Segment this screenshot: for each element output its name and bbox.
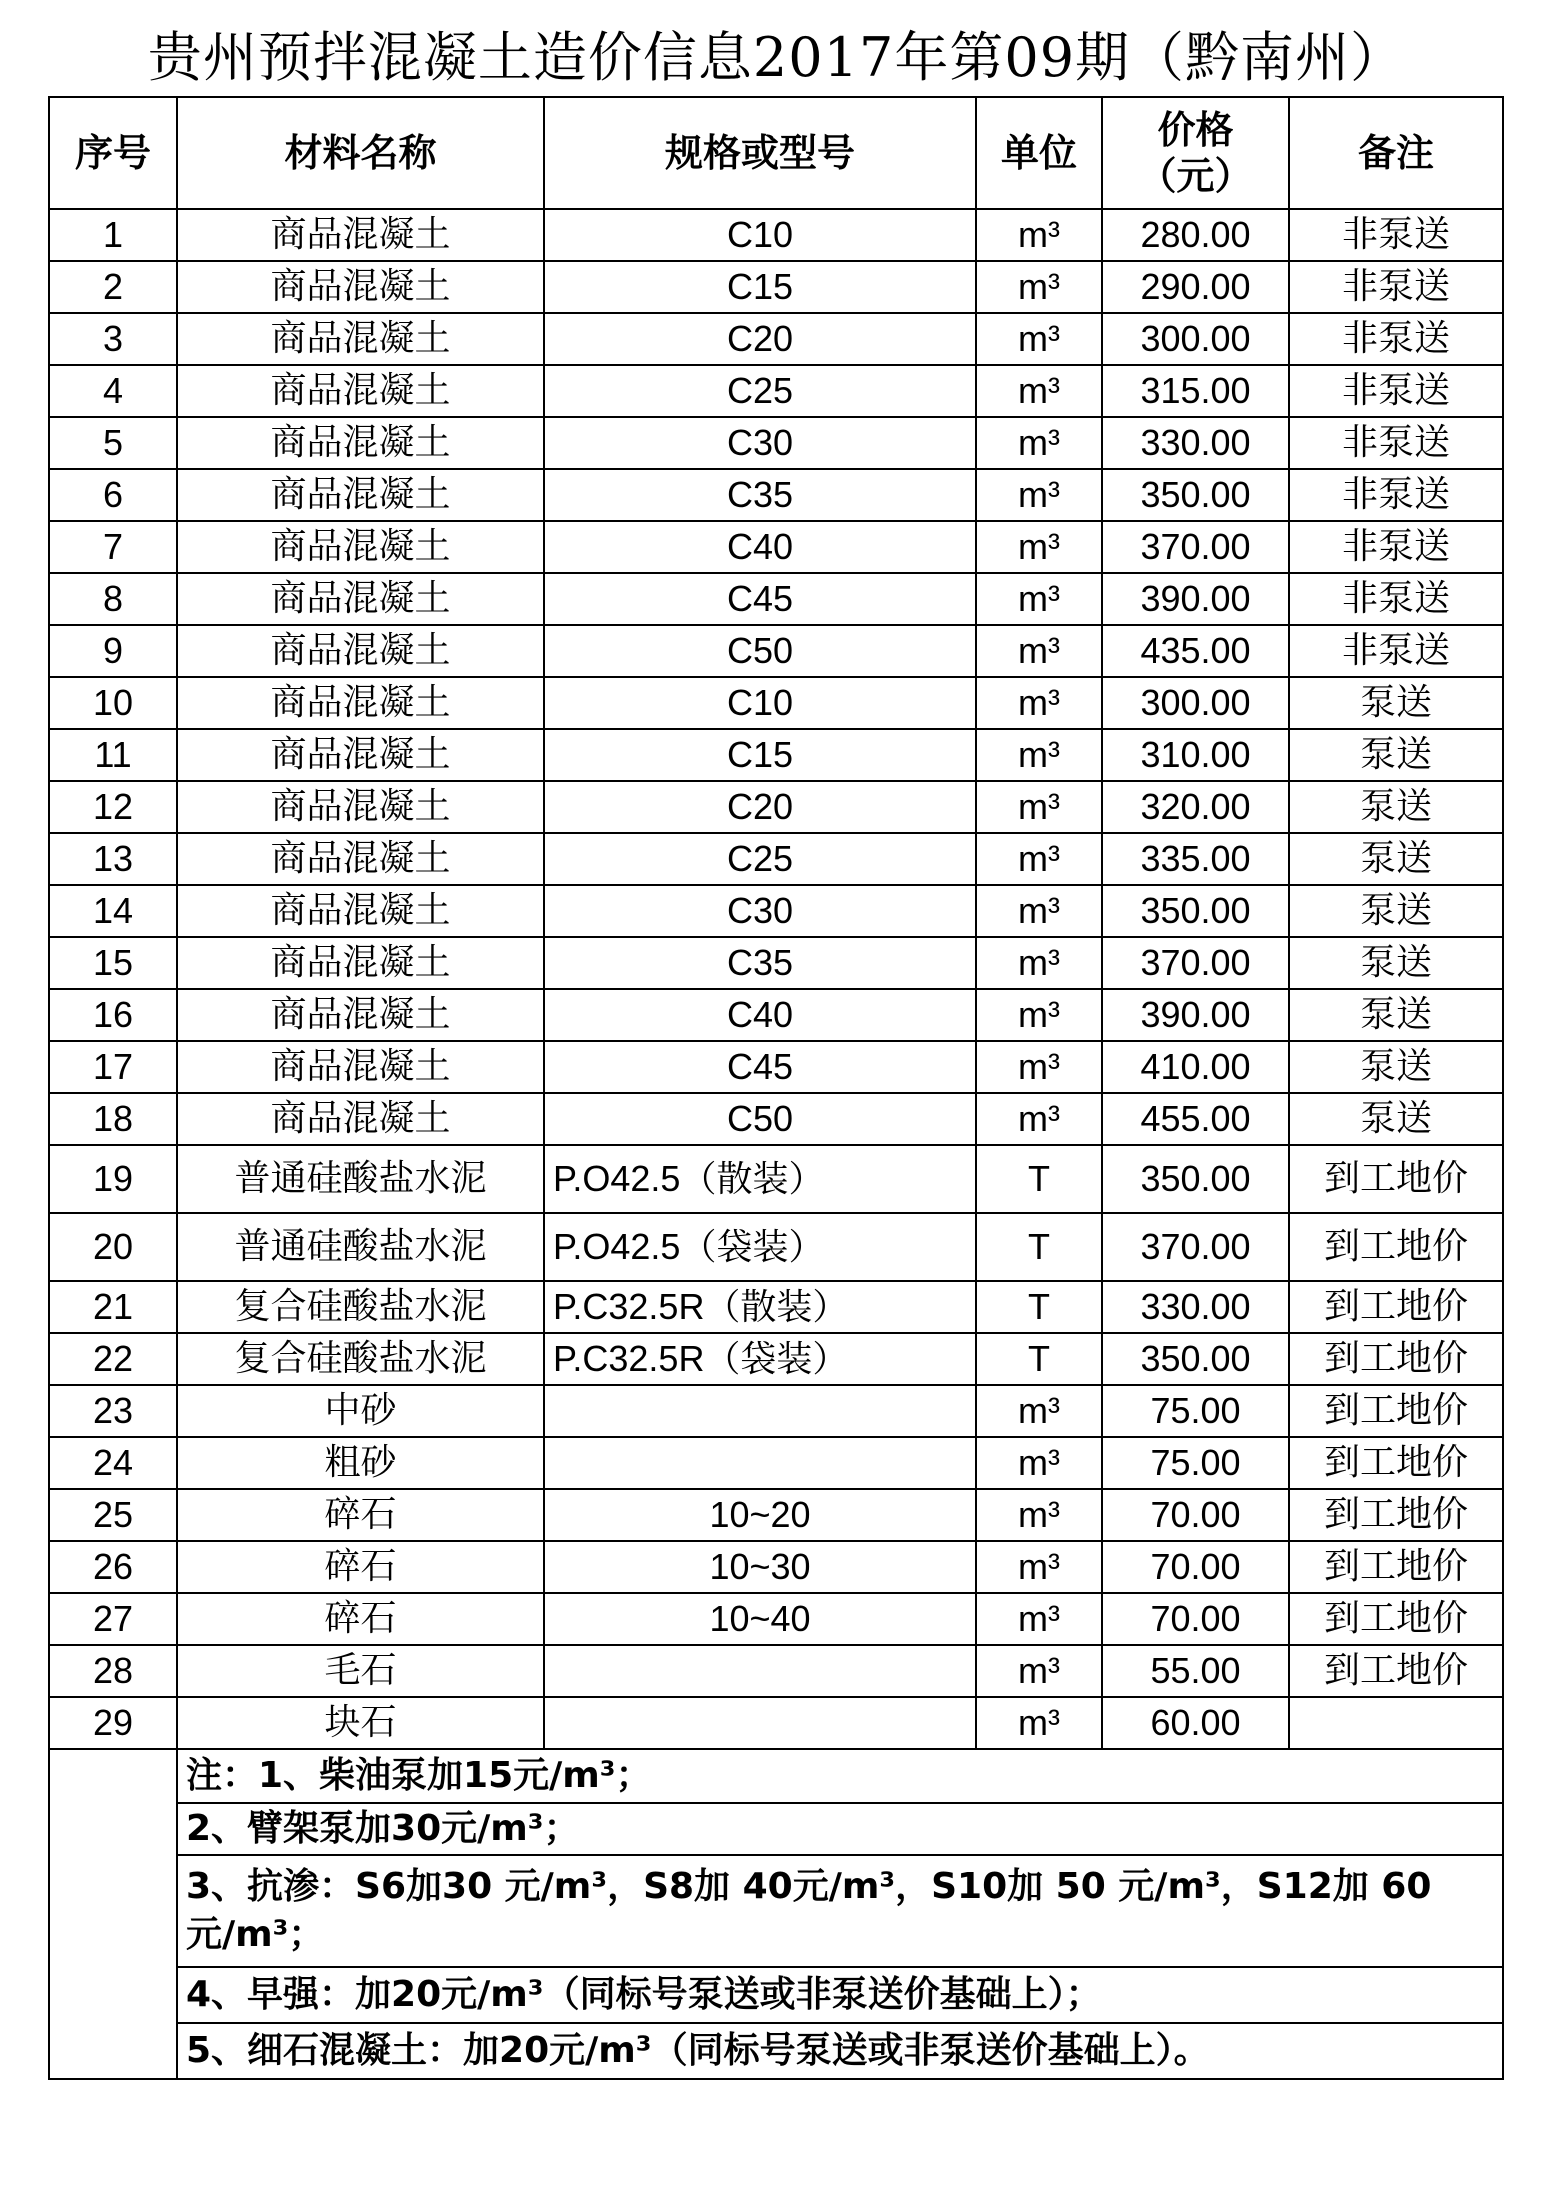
cell-spec: C40: [544, 989, 976, 1041]
cell-material-name: 商品混凝土: [177, 417, 544, 469]
table-row: [49, 677, 1503, 729]
cell-unit: m³: [976, 1645, 1102, 1697]
cell-unit: m³: [976, 833, 1102, 885]
cell-remark: 非泵送: [1289, 469, 1503, 521]
table-row: [49, 417, 1503, 469]
cell-material-name: 商品混凝土: [177, 1041, 544, 1093]
cell-index: 26: [49, 1541, 177, 1593]
table-row: [49, 521, 1503, 573]
cell-spec: P.O42.5（袋装）: [544, 1213, 976, 1281]
cell-remark: 泵送: [1289, 781, 1503, 833]
cell-spec: P.C32.5R（袋装）: [544, 1333, 976, 1385]
cell-material-name: 复合硅酸盐水泥: [177, 1281, 544, 1333]
cell-spec: C50: [544, 625, 976, 677]
cell-index: 3: [49, 313, 177, 365]
cell-index: 8: [49, 573, 177, 625]
cell-material-name: 商品混凝土: [177, 729, 544, 781]
document-title: 贵州预拌混凝土造价信息2017年第09期（黔南州）: [147, 26, 1406, 89]
cell-remark: 非泵送: [1289, 417, 1503, 469]
cell-remark: [1289, 1697, 1503, 1749]
cell-index: 9: [49, 625, 177, 677]
cell-spec: C20: [544, 781, 976, 833]
table-row: [49, 1281, 1503, 1333]
header-name: 材料名称: [177, 97, 544, 209]
cell-index: 23: [49, 1385, 177, 1437]
cell-index: 12: [49, 781, 177, 833]
cell-remark: 到工地价: [1289, 1385, 1503, 1437]
cell-price: 70.00: [1102, 1593, 1289, 1645]
cell-remark: 到工地价: [1289, 1541, 1503, 1593]
cell-remark: 泵送: [1289, 989, 1503, 1041]
cell-remark: 非泵送: [1289, 313, 1503, 365]
table-row: [49, 1333, 1503, 1385]
cell-index: 5: [49, 417, 177, 469]
cell-price: 290.00: [1102, 261, 1289, 313]
cell-spec: [544, 1437, 976, 1489]
cell-spec: C20: [544, 313, 976, 365]
cell-remark: 非泵送: [1289, 365, 1503, 417]
cell-price: 60.00: [1102, 1697, 1289, 1749]
cell-spec: P.C32.5R（散装）: [544, 1281, 976, 1333]
table-row: [49, 1093, 1503, 1145]
cell-index: 18: [49, 1093, 177, 1145]
cell-material-name: 普通硅酸盐水泥: [177, 1213, 544, 1281]
cell-price: 350.00: [1102, 1333, 1289, 1385]
cell-unit: m³: [976, 885, 1102, 937]
table-row: [49, 1645, 1503, 1697]
cell-price: 310.00: [1102, 729, 1289, 781]
cell-price: 350.00: [1102, 469, 1289, 521]
cell-material-name: 普通硅酸盐水泥: [177, 1145, 544, 1213]
table-header-row: [49, 97, 1503, 209]
cell-spec: C10: [544, 209, 976, 261]
notes-blank-cell: [49, 1749, 177, 2079]
cell-material-name: 碎石: [177, 1541, 544, 1593]
cell-unit: m³: [976, 729, 1102, 781]
cell-remark: 到工地价: [1289, 1333, 1503, 1385]
cell-spec: C25: [544, 833, 976, 885]
header-price-line1: 价格: [1157, 108, 1234, 152]
cell-index: 4: [49, 365, 177, 417]
table-row: [49, 313, 1503, 365]
cell-index: 14: [49, 885, 177, 937]
cell-index: 13: [49, 833, 177, 885]
cell-remark: 到工地价: [1289, 1593, 1503, 1645]
header-spec: 规格或型号: [544, 97, 976, 209]
cell-material-name: 商品混凝土: [177, 625, 544, 677]
header-unit: 单位: [976, 97, 1102, 209]
cell-material-name: 商品混凝土: [177, 313, 544, 365]
header-price-line2: （元）: [1138, 154, 1253, 198]
table-row: [49, 1541, 1503, 1593]
note-text: 4、早强：加20元/m³（同标号泵送或非泵送价基础上）；: [177, 1967, 1503, 2023]
cell-index: 2: [49, 261, 177, 313]
table-row: [49, 1213, 1503, 1281]
header-remark: 备注: [1289, 97, 1503, 209]
cell-remark: 泵送: [1289, 833, 1503, 885]
table-row: [49, 1385, 1503, 1437]
table-row: [49, 833, 1503, 885]
cell-spec: C50: [544, 1093, 976, 1145]
cell-unit: m³: [976, 573, 1102, 625]
cell-material-name: 商品混凝土: [177, 261, 544, 313]
cell-unit: m³: [976, 1697, 1102, 1749]
table-row: [49, 209, 1503, 261]
cell-index: 22: [49, 1333, 177, 1385]
cell-spec: C45: [544, 573, 976, 625]
cell-spec: C45: [544, 1041, 976, 1093]
cell-material-name: 粗砂: [177, 1437, 544, 1489]
cell-price: 435.00: [1102, 625, 1289, 677]
cell-unit: m³: [976, 1093, 1102, 1145]
cell-unit: T: [976, 1333, 1102, 1385]
cell-spec: C30: [544, 885, 976, 937]
cell-unit: m³: [976, 521, 1102, 573]
cell-price: 370.00: [1102, 521, 1289, 573]
cell-material-name: 毛石: [177, 1645, 544, 1697]
cell-remark: 非泵送: [1289, 209, 1503, 261]
cell-index: 7: [49, 521, 177, 573]
cell-material-name: 商品混凝土: [177, 781, 544, 833]
cell-price: 330.00: [1102, 1281, 1289, 1333]
cell-material-name: 商品混凝土: [177, 833, 544, 885]
cell-material-name: 碎石: [177, 1489, 544, 1541]
cell-remark: 非泵送: [1289, 625, 1503, 677]
table-row: [49, 1593, 1503, 1645]
note-text: 2、臂架泵加30元/m³；: [177, 1803, 1503, 1855]
cell-spec: C25: [544, 365, 976, 417]
cell-index: 10: [49, 677, 177, 729]
cell-spec: C30: [544, 417, 976, 469]
cell-price: 370.00: [1102, 1213, 1289, 1281]
cell-spec: [544, 1385, 976, 1437]
cell-remark: 到工地价: [1289, 1145, 1503, 1213]
cell-material-name: 块石: [177, 1697, 544, 1749]
cell-index: 6: [49, 469, 177, 521]
note-text: 5、细石混凝土：加20元/m³（同标号泵送或非泵送价基础上）。: [177, 2023, 1503, 2079]
cell-index: 25: [49, 1489, 177, 1541]
cell-material-name: 商品混凝土: [177, 209, 544, 261]
cell-material-name: 商品混凝土: [177, 989, 544, 1041]
cell-unit: m³: [976, 781, 1102, 833]
cell-remark: 到工地价: [1289, 1489, 1503, 1541]
cell-spec: C40: [544, 521, 976, 573]
table-row: [49, 781, 1503, 833]
cell-price: 330.00: [1102, 417, 1289, 469]
table-row: [49, 1489, 1503, 1541]
cell-material-name: 商品混凝土: [177, 885, 544, 937]
cell-price: 280.00: [1102, 209, 1289, 261]
note-text: 3、抗渗：S6加30 元/m³，S8加 40元/m³，S10加 50 元/m³，S12加 60 元/m³；: [177, 1855, 1503, 1967]
cell-unit: T: [976, 1281, 1102, 1333]
note-text: 注：1、柴油泵加15元/m³；: [177, 1749, 1503, 1803]
cell-index: 24: [49, 1437, 177, 1489]
cell-unit: m³: [976, 989, 1102, 1041]
cell-material-name: 商品混凝土: [177, 677, 544, 729]
note-row: [49, 1967, 1503, 2023]
cell-price: 410.00: [1102, 1041, 1289, 1093]
cell-index: 16: [49, 989, 177, 1041]
cell-material-name: 复合硅酸盐水泥: [177, 1333, 544, 1385]
note-row: [49, 2023, 1503, 2079]
cell-price: 350.00: [1102, 1145, 1289, 1213]
cell-material-name: 碎石: [177, 1593, 544, 1645]
cell-price: 335.00: [1102, 833, 1289, 885]
cell-unit: m³: [976, 677, 1102, 729]
cell-remark: 泵送: [1289, 885, 1503, 937]
cell-material-name: 商品混凝土: [177, 1093, 544, 1145]
cell-remark: 非泵送: [1289, 521, 1503, 573]
cell-material-name: 商品混凝土: [177, 521, 544, 573]
table-row: [49, 1697, 1503, 1749]
cell-spec: C10: [544, 677, 976, 729]
cell-spec: 10~40: [544, 1593, 976, 1645]
header-index: 序号: [49, 97, 177, 209]
cell-unit: m³: [976, 1385, 1102, 1437]
cell-unit: m³: [976, 313, 1102, 365]
cell-index: 17: [49, 1041, 177, 1093]
header-price: [1102, 97, 1289, 209]
note-row: [49, 1855, 1503, 1967]
cell-remark: 泵送: [1289, 937, 1503, 989]
table-row: [49, 1145, 1503, 1213]
note-row: [49, 1749, 1503, 1803]
table-row: [49, 885, 1503, 937]
table-row: [49, 989, 1503, 1041]
cell-price: 315.00: [1102, 365, 1289, 417]
cell-price: 370.00: [1102, 937, 1289, 989]
cell-index: 11: [49, 729, 177, 781]
cell-material-name: 商品混凝土: [177, 469, 544, 521]
cell-unit: m³: [976, 261, 1102, 313]
cell-unit: m³: [976, 1489, 1102, 1541]
cell-remark: 泵送: [1289, 677, 1503, 729]
table-row: [49, 469, 1503, 521]
cell-remark: 泵送: [1289, 1041, 1503, 1093]
cell-index: 19: [49, 1145, 177, 1213]
cell-price: 390.00: [1102, 989, 1289, 1041]
cell-remark: 到工地价: [1289, 1213, 1503, 1281]
cell-index: 28: [49, 1645, 177, 1697]
cell-remark: 非泵送: [1289, 573, 1503, 625]
cell-spec: 10~30: [544, 1541, 976, 1593]
table-row: [49, 625, 1503, 677]
cell-spec: 10~20: [544, 1489, 976, 1541]
cell-material-name: 商品混凝土: [177, 937, 544, 989]
cell-index: 29: [49, 1697, 177, 1749]
table-row: [49, 1437, 1503, 1489]
cell-price: 455.00: [1102, 1093, 1289, 1145]
cell-spec: P.O42.5（散装）: [544, 1145, 976, 1213]
cell-price: 70.00: [1102, 1489, 1289, 1541]
cell-price: 320.00: [1102, 781, 1289, 833]
cell-spec: C35: [544, 469, 976, 521]
cell-unit: m³: [976, 1593, 1102, 1645]
cell-spec: C15: [544, 261, 976, 313]
cell-spec: C15: [544, 729, 976, 781]
cell-unit: m³: [976, 365, 1102, 417]
cell-price: 300.00: [1102, 677, 1289, 729]
table-row: [49, 1041, 1503, 1093]
cell-remark: 到工地价: [1289, 1437, 1503, 1489]
cell-unit: m³: [976, 1437, 1102, 1489]
note-row: [49, 1803, 1503, 1855]
cell-price: 350.00: [1102, 885, 1289, 937]
cell-price: 390.00: [1102, 573, 1289, 625]
cell-remark: 泵送: [1289, 1093, 1503, 1145]
cell-index: 1: [49, 209, 177, 261]
table-row: [49, 261, 1503, 313]
cell-remark: 到工地价: [1289, 1281, 1503, 1333]
cell-material-name: 中砂: [177, 1385, 544, 1437]
cell-material-name: 商品混凝土: [177, 573, 544, 625]
cell-spec: [544, 1645, 976, 1697]
cell-remark: 到工地价: [1289, 1645, 1503, 1697]
cell-unit: T: [976, 1213, 1102, 1281]
cell-index: 20: [49, 1213, 177, 1281]
cell-unit: m³: [976, 469, 1102, 521]
table-row: [49, 365, 1503, 417]
cell-index: 21: [49, 1281, 177, 1333]
cell-unit: m³: [976, 937, 1102, 989]
price-table: [48, 96, 1504, 2080]
cell-unit: m³: [976, 417, 1102, 469]
cell-price: 70.00: [1102, 1541, 1289, 1593]
cell-unit: m³: [976, 1041, 1102, 1093]
table-row: [49, 573, 1503, 625]
cell-index: 27: [49, 1593, 177, 1645]
cell-spec: C35: [544, 937, 976, 989]
cell-unit: T: [976, 1145, 1102, 1213]
cell-price: 55.00: [1102, 1645, 1289, 1697]
cell-unit: m³: [976, 209, 1102, 261]
cell-unit: m³: [976, 625, 1102, 677]
cell-spec: [544, 1697, 976, 1749]
table-row: [49, 937, 1503, 989]
cell-price: 75.00: [1102, 1385, 1289, 1437]
cell-price: 300.00: [1102, 313, 1289, 365]
cell-index: 15: [49, 937, 177, 989]
table-row: [49, 729, 1503, 781]
cell-remark: 非泵送: [1289, 261, 1503, 313]
cell-remark: 泵送: [1289, 729, 1503, 781]
cell-price: 75.00: [1102, 1437, 1289, 1489]
cell-unit: m³: [976, 1541, 1102, 1593]
cell-material-name: 商品混凝土: [177, 365, 544, 417]
